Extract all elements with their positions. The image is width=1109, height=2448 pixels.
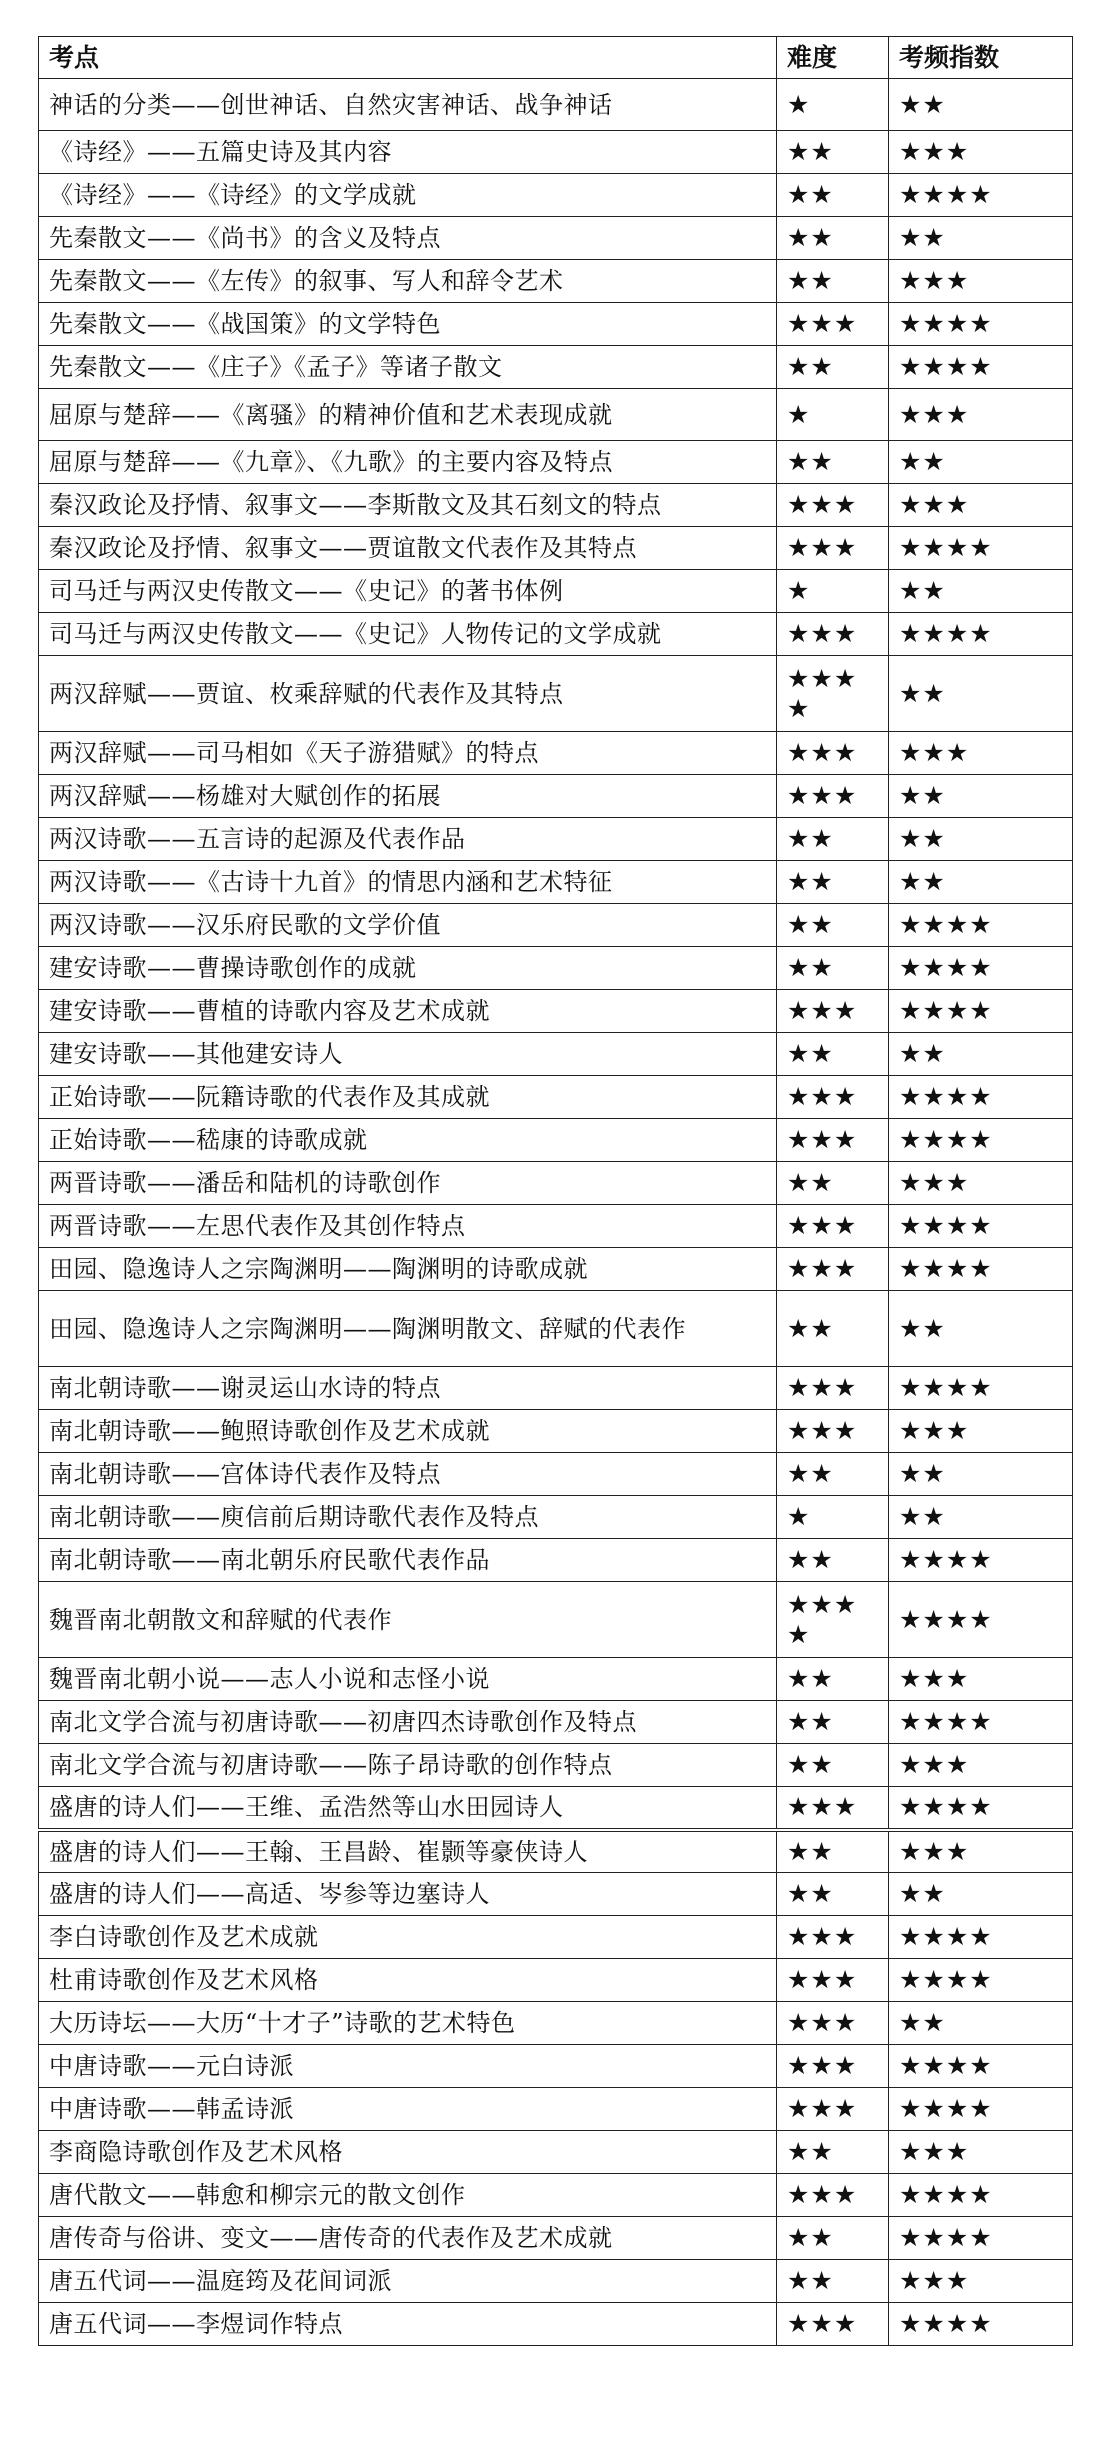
topic-cell: 屈原与楚辞——《离骚》的精神价值和艺术表现成就 xyxy=(39,389,777,441)
difficulty-cell: ★★★ xyxy=(777,613,889,656)
frequency-cell: ★★★★ xyxy=(889,2088,1073,2131)
topic-cell: 两汉辞赋——贾谊、枚乘辞赋的代表作及其特点 xyxy=(39,656,777,732)
table-row xyxy=(39,861,1073,904)
frequency-cell: ★★★★ xyxy=(889,1959,1073,2002)
topic-cell: 司马迁与两汉史传散文——《史记》人物传记的文学成就 xyxy=(39,613,777,656)
frequency-cell: ★★★★ xyxy=(889,904,1073,947)
difficulty-cell: ★★ xyxy=(777,2131,889,2174)
frequency-cell: ★★★ xyxy=(889,389,1073,441)
difficulty-cell: ★★★ xyxy=(777,1959,889,2002)
table-row xyxy=(39,441,1073,484)
table-row xyxy=(39,1959,1073,2002)
difficulty-cell: ★★★ xyxy=(777,2002,889,2045)
frequency-cell: ★★★★ xyxy=(889,1205,1073,1248)
table-row xyxy=(39,346,1073,389)
table-header-row xyxy=(39,37,1073,79)
table-row xyxy=(39,1701,1073,1744)
table-row xyxy=(39,2174,1073,2217)
topic-cell: 唐五代词——李煜词作特点 xyxy=(39,2303,777,2346)
difficulty-cell: ★★ xyxy=(777,1701,889,1744)
document-page xyxy=(38,36,1072,2346)
table-row xyxy=(39,1916,1073,1959)
difficulty-cell: ★ xyxy=(777,389,889,441)
table-row xyxy=(39,303,1073,346)
difficulty-cell: ★★ xyxy=(777,1291,889,1367)
table-row xyxy=(39,2131,1073,2174)
difficulty-cell: ★★★ xyxy=(777,990,889,1033)
frequency-cell: ★★★★ xyxy=(889,1582,1073,1658)
table-row xyxy=(39,1582,1073,1658)
difficulty-cell: ★★ xyxy=(777,1453,889,1496)
frequency-cell: ★★★★ xyxy=(889,303,1073,346)
table-row xyxy=(39,1076,1073,1119)
table-row xyxy=(39,484,1073,527)
frequency-cell: ★★ xyxy=(889,775,1073,818)
difficulty-cell: ★★★ xyxy=(777,2088,889,2131)
topic-cell: 两晋诗歌——潘岳和陆机的诗歌创作 xyxy=(39,1162,777,1205)
difficulty-cell: ★★ xyxy=(777,1873,889,1916)
topic-cell: 李商隐诗歌创作及艺术风格 xyxy=(39,2131,777,2174)
frequency-cell: ★★★★ xyxy=(889,1916,1073,1959)
topic-cell: 屈原与楚辞——《九章》、《九歌》的主要内容及特点 xyxy=(39,441,777,484)
topic-cell: 秦汉政论及抒情、叙事文——李斯散文及其石刻文的特点 xyxy=(39,484,777,527)
frequency-cell: ★★★★ xyxy=(889,1367,1073,1410)
frequency-cell: ★★★★ xyxy=(889,990,1073,1033)
topic-cell: 先秦散文——《庄子》《孟子》等诸子散文 xyxy=(39,346,777,389)
topic-cell: 唐五代词——温庭筠及花间词派 xyxy=(39,2260,777,2303)
topic-cell: 《诗经》——《诗经》的文学成就 xyxy=(39,174,777,217)
difficulty-cell: ★★★ xyxy=(777,1248,889,1291)
frequency-cell: ★★★ xyxy=(889,1830,1073,1873)
table-row xyxy=(39,2217,1073,2260)
frequency-cell: ★★ xyxy=(889,656,1073,732)
difficulty-cell: ★★ xyxy=(777,1744,889,1787)
topic-cell: 唐代散文——韩愈和柳宗元的散文创作 xyxy=(39,2174,777,2217)
table-row xyxy=(39,1453,1073,1496)
table-row xyxy=(39,775,1073,818)
difficulty-cell: ★★ xyxy=(777,904,889,947)
frequency-cell: ★★ xyxy=(889,79,1073,131)
topic-cell: 两汉辞赋——司马相如《天子游猎赋》的特点 xyxy=(39,732,777,775)
topic-cell: 南北文学合流与初唐诗歌——初唐四杰诗歌创作及特点 xyxy=(39,1701,777,1744)
frequency-cell: ★★ xyxy=(889,1033,1073,1076)
topic-cell: 两汉辞赋——杨雄对大赋创作的拓展 xyxy=(39,775,777,818)
topic-cell: 建安诗歌——曹植的诗歌内容及艺术成就 xyxy=(39,990,777,1033)
topic-cell: 秦汉政论及抒情、叙事文——贾谊散文代表作及其特点 xyxy=(39,527,777,570)
table-row xyxy=(39,389,1073,441)
topic-cell: 先秦散文——《左传》的叙事、写人和辞令艺术 xyxy=(39,260,777,303)
frequency-cell: ★★★ xyxy=(889,732,1073,775)
difficulty-cell: ★★ xyxy=(777,1830,889,1873)
frequency-cell: ★★★ xyxy=(889,131,1073,174)
table-row xyxy=(39,174,1073,217)
difficulty-cell: ★★ xyxy=(777,260,889,303)
table-row xyxy=(39,1496,1073,1539)
difficulty-cell: ★★★ xyxy=(777,1367,889,1410)
table-row xyxy=(39,1787,1073,1830)
table-row xyxy=(39,1119,1073,1162)
difficulty-cell: ★★★ xyxy=(777,2303,889,2346)
difficulty-cell: ★★★ xyxy=(777,732,889,775)
frequency-cell: ★★★ xyxy=(889,1162,1073,1205)
topic-cell: 先秦散文——《战国策》的文学特色 xyxy=(39,303,777,346)
frequency-cell: ★★ xyxy=(889,2002,1073,2045)
topic-cell: 神话的分类——创世神话、自然灾害神话、战争神话 xyxy=(39,79,777,131)
topic-cell: 盛唐的诗人们——王维、孟浩然等山水田园诗人 xyxy=(39,1787,777,1830)
frequency-cell: ★★★★ xyxy=(889,2045,1073,2088)
topic-cell: 两晋诗歌——左思代表作及其创作特点 xyxy=(39,1205,777,1248)
table-row xyxy=(39,1205,1073,1248)
frequency-cell: ★★★★ xyxy=(889,2174,1073,2217)
topic-cell: 魏晋南北朝小说——志人小说和志怪小说 xyxy=(39,1658,777,1701)
difficulty-cell: ★★★ xyxy=(777,1916,889,1959)
frequency-cell: ★★★★ xyxy=(889,174,1073,217)
frequency-cell: ★★★★ xyxy=(889,1076,1073,1119)
table-row xyxy=(39,527,1073,570)
topic-cell: 南北朝诗歌——鲍照诗歌创作及艺术成就 xyxy=(39,1410,777,1453)
difficulty-cell: ★★★ xyxy=(777,1787,889,1830)
difficulty-cell: ★★ xyxy=(777,947,889,990)
frequency-cell: ★★★ xyxy=(889,484,1073,527)
frequency-cell: ★★★★ xyxy=(889,1787,1073,1830)
frequency-cell: ★★★★ xyxy=(889,2217,1073,2260)
topic-cell: 建安诗歌——其他建安诗人 xyxy=(39,1033,777,1076)
table-row xyxy=(39,131,1073,174)
table-row xyxy=(39,1873,1073,1916)
difficulty-cell: ★★ xyxy=(777,131,889,174)
difficulty-cell: ★★ xyxy=(777,346,889,389)
header-frequency: 考频指数 xyxy=(889,37,1073,79)
difficulty-cell: ★★★ xyxy=(777,303,889,346)
difficulty-cell: ★ xyxy=(777,79,889,131)
table-row xyxy=(39,1291,1073,1367)
topic-cell: 田园、隐逸诗人之宗陶渊明——陶渊明散文、辞赋的代表作 xyxy=(39,1291,777,1367)
table-row xyxy=(39,1410,1073,1453)
frequency-cell: ★★★★ xyxy=(889,1248,1073,1291)
frequency-cell: ★★★★ xyxy=(889,613,1073,656)
frequency-cell: ★★ xyxy=(889,217,1073,260)
topic-cell: 魏晋南北朝散文和辞赋的代表作 xyxy=(39,1582,777,1658)
frequency-cell: ★★★ xyxy=(889,1410,1073,1453)
topic-cell: 南北文学合流与初唐诗歌——陈子昂诗歌的创作特点 xyxy=(39,1744,777,1787)
difficulty-cell: ★★★ xyxy=(777,775,889,818)
table-row xyxy=(39,1248,1073,1291)
difficulty-cell: ★★ xyxy=(777,1658,889,1701)
topic-cell: 杜甫诗歌创作及艺术风格 xyxy=(39,1959,777,2002)
difficulty-cell: ★★★ xyxy=(777,527,889,570)
difficulty-cell: ★★ xyxy=(777,1033,889,1076)
frequency-cell: ★★ xyxy=(889,1291,1073,1367)
difficulty-cell: ★★★ xyxy=(777,1410,889,1453)
difficulty-cell: ★ xyxy=(777,570,889,613)
table-row xyxy=(39,570,1073,613)
topic-cell: 两汉诗歌——汉乐府民歌的文学价值 xyxy=(39,904,777,947)
table-row xyxy=(39,1830,1073,1873)
difficulty-cell: ★ xyxy=(777,1496,889,1539)
frequency-cell: ★★ xyxy=(889,441,1073,484)
table-row xyxy=(39,260,1073,303)
table-row xyxy=(39,904,1073,947)
topic-cell: 南北朝诗歌——谢灵运山水诗的特点 xyxy=(39,1367,777,1410)
table-row xyxy=(39,1539,1073,1582)
topic-cell: 唐传奇与俗讲、变文——唐传奇的代表作及艺术成就 xyxy=(39,2217,777,2260)
topic-cell: 中唐诗歌——元白诗派 xyxy=(39,2045,777,2088)
frequency-cell: ★★★★ xyxy=(889,947,1073,990)
topic-cell: 盛唐的诗人们——王翰、王昌龄、崔颢等豪侠诗人 xyxy=(39,1830,777,1873)
topic-cell: 两汉诗歌——《古诗十九首》的情思内涵和艺术特征 xyxy=(39,861,777,904)
frequency-cell: ★★★ xyxy=(889,2131,1073,2174)
frequency-cell: ★★★★ xyxy=(889,1701,1073,1744)
frequency-cell: ★★★★ xyxy=(889,2303,1073,2346)
topic-cell: 南北朝诗歌——宫体诗代表作及特点 xyxy=(39,1453,777,1496)
table-row xyxy=(39,1033,1073,1076)
topic-cell: 司马迁与两汉史传散文——《史记》的著书体例 xyxy=(39,570,777,613)
difficulty-cell: ★★ xyxy=(777,441,889,484)
difficulty-cell: ★★★★ xyxy=(777,656,889,732)
difficulty-cell: ★★ xyxy=(777,818,889,861)
table-body xyxy=(39,79,1073,2346)
topic-cell: 李白诗歌创作及艺术成就 xyxy=(39,1916,777,1959)
table-row xyxy=(39,818,1073,861)
topic-cell: 先秦散文——《尚书》的含义及特点 xyxy=(39,217,777,260)
topic-cell: 正始诗歌——嵇康的诗歌成就 xyxy=(39,1119,777,1162)
table-row xyxy=(39,1162,1073,1205)
difficulty-cell: ★★★ xyxy=(777,2045,889,2088)
difficulty-cell: ★★★★ xyxy=(777,1582,889,1658)
table-row xyxy=(39,1658,1073,1701)
topic-cell: 正始诗歌——阮籍诗歌的代表作及其成就 xyxy=(39,1076,777,1119)
frequency-cell: ★★ xyxy=(889,861,1073,904)
frequency-cell: ★★★ xyxy=(889,1658,1073,1701)
table-row xyxy=(39,1744,1073,1787)
difficulty-cell: ★★ xyxy=(777,861,889,904)
table-row xyxy=(39,732,1073,775)
table-row xyxy=(39,2088,1073,2131)
table-row xyxy=(39,79,1073,131)
topic-cell: 建安诗歌——曹操诗歌创作的成就 xyxy=(39,947,777,990)
frequency-cell: ★★★★ xyxy=(889,1539,1073,1582)
exam-topics-table xyxy=(38,36,1073,2346)
frequency-cell: ★★★ xyxy=(889,2260,1073,2303)
table-row xyxy=(39,947,1073,990)
table-row xyxy=(39,2045,1073,2088)
topic-cell: 南北朝诗歌——南北朝乐府民歌代表作品 xyxy=(39,1539,777,1582)
difficulty-cell: ★★ xyxy=(777,217,889,260)
table-row xyxy=(39,2260,1073,2303)
frequency-cell: ★★★ xyxy=(889,260,1073,303)
frequency-cell: ★★ xyxy=(889,1496,1073,1539)
frequency-cell: ★★★ xyxy=(889,1744,1073,1787)
table-row xyxy=(39,990,1073,1033)
topic-cell: 《诗经》——五篇史诗及其内容 xyxy=(39,131,777,174)
difficulty-cell: ★★ xyxy=(777,2260,889,2303)
frequency-cell: ★★ xyxy=(889,1453,1073,1496)
topic-cell: 中唐诗歌——韩孟诗派 xyxy=(39,2088,777,2131)
difficulty-cell: ★★★ xyxy=(777,1076,889,1119)
difficulty-cell: ★★★ xyxy=(777,1119,889,1162)
topic-cell: 田园、隐逸诗人之宗陶渊明——陶渊明的诗歌成就 xyxy=(39,1248,777,1291)
difficulty-cell: ★★ xyxy=(777,1539,889,1582)
difficulty-cell: ★★ xyxy=(777,1162,889,1205)
difficulty-cell: ★★ xyxy=(777,2217,889,2260)
frequency-cell: ★★ xyxy=(889,818,1073,861)
header-topic: 考点 xyxy=(39,37,777,79)
frequency-cell: ★★ xyxy=(889,1873,1073,1916)
frequency-cell: ★★★★ xyxy=(889,1119,1073,1162)
table-row xyxy=(39,1367,1073,1410)
topic-cell: 大历诗坛——大历“十才子”诗歌的艺术特色 xyxy=(39,2002,777,2045)
table-row xyxy=(39,2303,1073,2346)
topic-cell: 盛唐的诗人们——高适、岑参等边塞诗人 xyxy=(39,1873,777,1916)
difficulty-cell: ★★ xyxy=(777,174,889,217)
table-row xyxy=(39,613,1073,656)
frequency-cell: ★★ xyxy=(889,570,1073,613)
table-row xyxy=(39,2002,1073,2045)
frequency-cell: ★★★★ xyxy=(889,346,1073,389)
table-row xyxy=(39,217,1073,260)
topic-cell: 南北朝诗歌——庾信前后期诗歌代表作及特点 xyxy=(39,1496,777,1539)
table-row xyxy=(39,656,1073,732)
difficulty-cell: ★★★ xyxy=(777,2174,889,2217)
difficulty-cell: ★★★ xyxy=(777,484,889,527)
frequency-cell: ★★★★ xyxy=(889,527,1073,570)
header-difficulty: 难度 xyxy=(777,37,889,79)
topic-cell: 两汉诗歌——五言诗的起源及代表作品 xyxy=(39,818,777,861)
difficulty-cell: ★★★ xyxy=(777,1205,889,1248)
